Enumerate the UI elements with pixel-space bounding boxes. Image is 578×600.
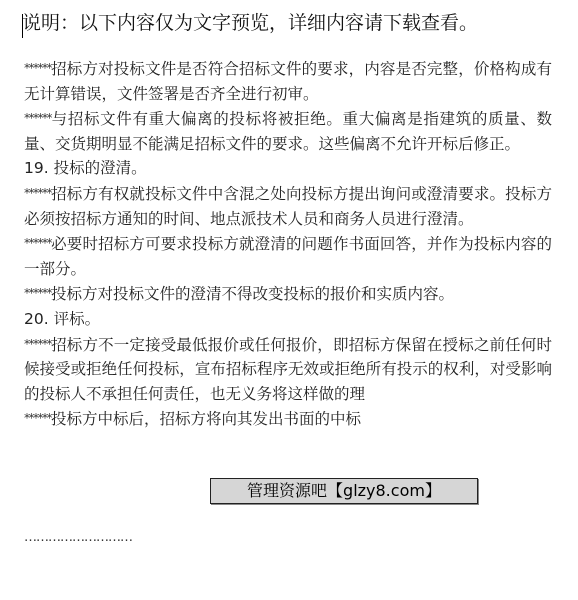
paragraph-text: 19. 投标的澄清。 bbox=[24, 159, 147, 178]
masked-prefix: ****** bbox=[24, 286, 51, 301]
masked-prefix: ****** bbox=[24, 411, 51, 426]
section-heading bbox=[24, 156, 552, 181]
paragraph-text: 招标方不一定接受最低报价或任何报价，即招标方保留在授标之前任何时候接受或拒绝任何投标，宣布招标程序无效或拒绝所有投示的权利，对受影响的投标人不承担任何责任，也无义务将这样做的理 bbox=[24, 335, 552, 403]
masked-prefix: ****** bbox=[24, 236, 51, 251]
paragraph-text: 与招标文件有重大偏离的投标将被拒绝。重大偏离是指建筑的质量、数量、交货期明显不能满足招标文件的要求。这些偏离不允许开标后修正。 bbox=[24, 110, 552, 153]
paragraph-text: 投标方对投标文件的澄清不得改变投标的报价和实质内容。 bbox=[51, 285, 455, 304]
preview-notice: 说明：以下内容仅为文字预览，详细内容请下载查看。 bbox=[22, 12, 479, 34]
paragraph-text: 20. 评标。 bbox=[24, 309, 101, 328]
paragraph-text: 招标方对投标文件是否符合招标文件的要求，内容是否完整，价格构成有无计算错误，文件签署是否齐全进行初审。 bbox=[24, 60, 552, 103]
continuation-dots: ……………………… bbox=[24, 530, 132, 545]
paragraph bbox=[24, 406, 552, 432]
watermark-banner: 管理资源吧【glzy8.com】 bbox=[210, 478, 478, 504]
masked-prefix: ****** bbox=[24, 61, 51, 75]
masked-prefix: ****** bbox=[24, 336, 51, 351]
document-body bbox=[24, 56, 552, 432]
section-heading bbox=[24, 307, 552, 332]
paragraph bbox=[24, 106, 552, 156]
paragraph-text: 投标方中标后，招标方将向其发出书面的中标 bbox=[51, 410, 362, 429]
paragraph bbox=[24, 56, 552, 106]
masked-prefix: ****** bbox=[24, 185, 51, 200]
paragraph-text: 招标方有权就投标文件中含混之处向投标方提出询问或澄清要求。投标方必须按招标方通知的时间、地点派技术人员和商务人员进行澄清。 bbox=[24, 184, 552, 228]
masked-prefix: ****** bbox=[24, 111, 51, 126]
paragraph-text: 必要时招标方可要求投标方就澄清的问题作书面回答，并作为投标内容的一部分。 bbox=[24, 235, 552, 278]
paragraph bbox=[24, 231, 552, 281]
paragraph bbox=[24, 181, 552, 231]
paragraph bbox=[24, 281, 552, 307]
paragraph bbox=[24, 332, 552, 407]
